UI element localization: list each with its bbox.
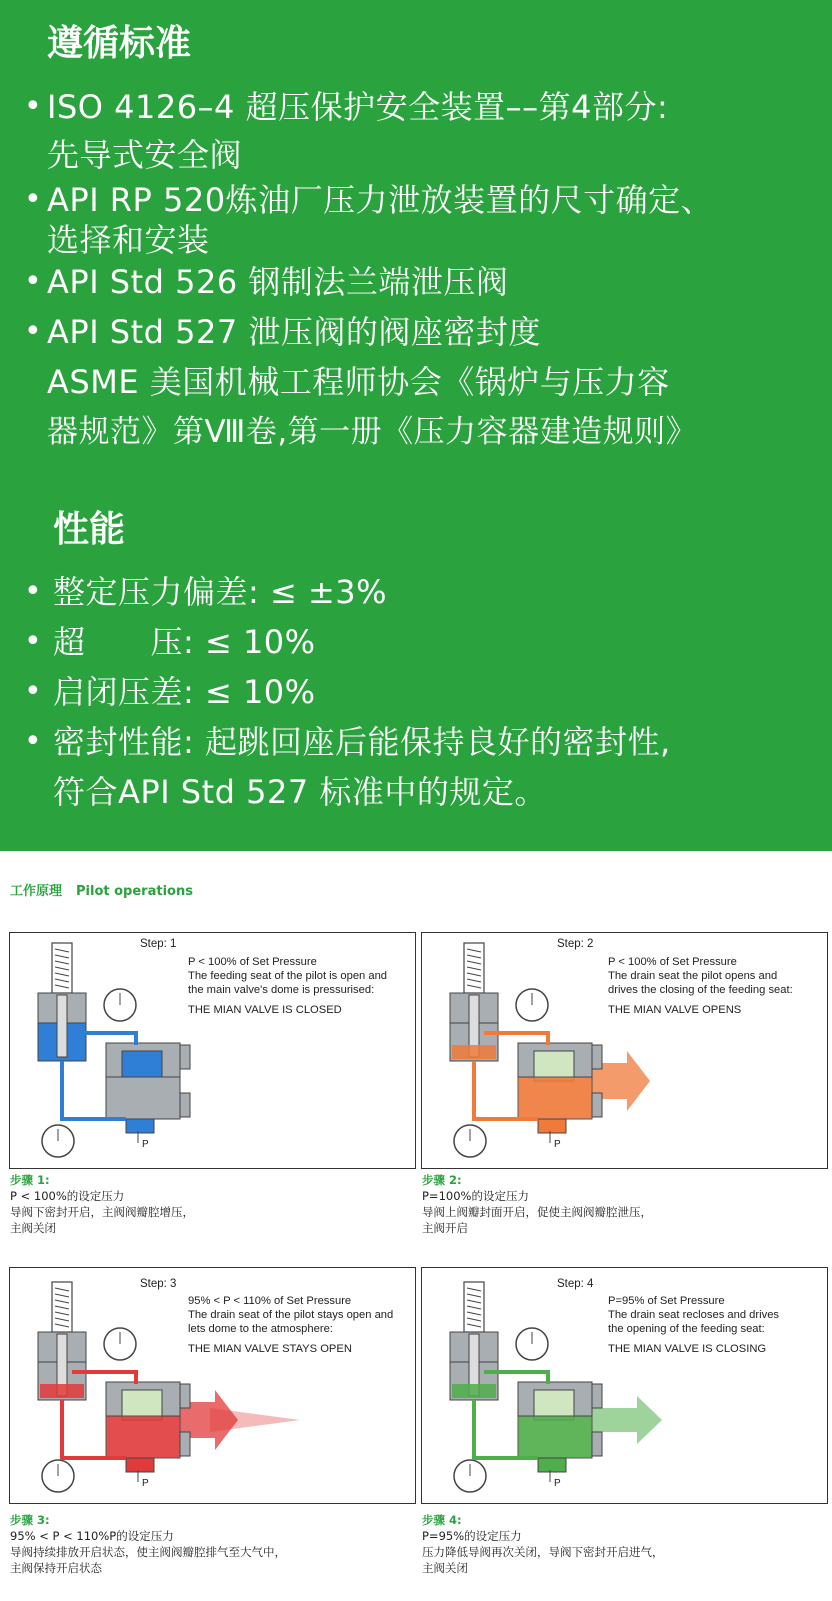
step-description (608, 1294, 828, 1356)
outlet-flange (592, 1432, 602, 1456)
bullet-icon: • (24, 182, 42, 217)
desc-line: The drain seat of the pilot stays open and (188, 1309, 394, 1321)
step-label: Step: 1 (140, 938, 177, 950)
performance-line: 符合API Std 527 标准中的规定。 (53, 773, 547, 811)
caption-line: 导阀下密封开启，主阀阀瓣腔增压， (10, 1205, 194, 1219)
step-panel-1 (9, 932, 416, 1169)
step-label: Step: 4 (557, 1278, 594, 1290)
valve-status: THE MIAN VALVE IS CLOSED (188, 1004, 342, 1016)
step-description (608, 955, 828, 1017)
outlet-flange (180, 1093, 190, 1117)
outlet-flange (592, 1384, 602, 1408)
outlet-flange (180, 1384, 190, 1408)
valve-status: THE MIAN VALVE OPENS (608, 1004, 742, 1016)
step-caption-4 (422, 1512, 827, 1576)
pressure-label: P (142, 1478, 149, 1489)
pressure-label: P (554, 1139, 561, 1150)
bullet-icon: • (24, 724, 42, 759)
operations-title (10, 880, 207, 899)
caption-title: 步骤 3: (10, 1513, 50, 1527)
pilot-chamber (452, 1045, 496, 1059)
operations-title-en: Pilot operations (76, 884, 193, 899)
bullet-icon: • (24, 89, 42, 124)
desc-line: 95% < P < 110% of Set Pressure (188, 1295, 352, 1307)
outlet-flange (592, 1045, 602, 1069)
caption-title: 步骤 2: (422, 1173, 462, 1187)
desc-line: P < 100% of Set Pressure (188, 956, 317, 968)
pressure-label: P (554, 1478, 561, 1489)
bullet-icon: • (24, 264, 42, 299)
step-panel-2 (421, 932, 828, 1169)
desc-line: P=95% of Set Pressure (608, 1295, 725, 1307)
caption-title: 步骤 1: (10, 1173, 50, 1187)
desc-line: P < 100% of Set Pressure (608, 956, 737, 968)
desc-line: The feeding seat of the pilot is open and (188, 970, 388, 982)
main-valve-inlet (126, 1119, 154, 1133)
step-label: Step: 3 (140, 1278, 177, 1290)
performance-line: 整定压力偏差: ≤ ±3% (53, 573, 388, 611)
standard-line: 选择和安装 (47, 221, 210, 259)
bullet-icon: • (24, 674, 42, 709)
performance-line: 超 压: ≤ 10% (53, 623, 316, 661)
bullet-icon: • (24, 624, 42, 659)
step-panel-4 (421, 1267, 828, 1504)
step-label: Step: 2 (557, 938, 594, 950)
main-valve-body (518, 1077, 592, 1119)
step-caption-2 (422, 1172, 827, 1236)
flow-arrow-tail (210, 1408, 300, 1432)
main-valve-body (518, 1416, 592, 1458)
valve-status: THE MIAN VALVE IS CLOSING (608, 1343, 767, 1355)
standards-heading: 遵循标准 (47, 23, 192, 64)
standard-line: API Std 526 钢制法兰端泄压阀 (47, 263, 509, 301)
desc-line: the main valve's dome is pressurised: (188, 984, 375, 996)
caption-line: 主阀保持开启状态 (10, 1561, 102, 1575)
valve-status: THE MIAN VALVE STAYS OPEN (188, 1343, 352, 1355)
pressure-label: P (142, 1139, 149, 1150)
main-valve-body (106, 1416, 180, 1458)
main-valve-inlet (538, 1458, 566, 1472)
outlet-flange (180, 1432, 190, 1456)
main-valve-body (106, 1077, 180, 1119)
standard-line: 先导式安全阀 (47, 136, 243, 174)
desc-line: The drain seat recloses and drives (608, 1309, 780, 1321)
caption-line: 主阀关闭 (10, 1221, 56, 1235)
caption-line: 压力降低导阀再次关闭，导阀下密封开启进气， (422, 1545, 664, 1559)
standard-line: 器规范》第Ⅷ卷,第一册《压力容器建造规则》 (47, 414, 698, 450)
standard-line: API RP 520炼油厂压力泄放装置的尺寸确定、 (47, 181, 714, 219)
caption-line: 导阀上阀瓣封面开启，促使主阀阀瓣腔泄压， (422, 1205, 652, 1219)
main-valve-inlet (538, 1119, 566, 1133)
step-description (188, 955, 413, 1017)
pilot-chamber (40, 1384, 84, 1398)
caption-line: 导阀持续排放开启状态，使主阀阀瓣腔排气至大气中， (10, 1545, 286, 1559)
operations-title-cn: 工作原理 (10, 884, 63, 899)
desc-line: The drain seat the pilot opens and (608, 970, 778, 982)
caption-line: 主阀关闭 (422, 1561, 468, 1575)
step-panel-3 (9, 1267, 416, 1504)
standard-line: ISO 4126–4 超压保护安全装置––第4部分: (47, 88, 669, 126)
standard-line: API Std 527 泄压阀的阀座密封度 (47, 313, 541, 351)
caption-line: P=95%的设定压力 (422, 1529, 522, 1543)
step-description (188, 1294, 413, 1356)
bullet-icon: • (24, 574, 42, 609)
main-valve-inlet (126, 1458, 154, 1472)
desc-line: drives the closing of the feeding seat: (608, 984, 793, 996)
step-caption-1 (10, 1172, 415, 1236)
desc-line: the opening of the feeding seat: (608, 1323, 765, 1335)
desc-line: lets dome to the atmosphere: (188, 1323, 333, 1335)
outlet-flange (180, 1045, 190, 1069)
performance-heading: 性能 (53, 509, 126, 550)
step-caption-3 (10, 1512, 415, 1576)
caption-title: 步骤 4: (422, 1513, 462, 1527)
pilot-chamber (452, 1384, 496, 1398)
caption-line: P < 100%的设定压力 (10, 1189, 125, 1203)
outlet-flange (592, 1093, 602, 1117)
caption-line: P=100%的设定压力 (422, 1189, 529, 1203)
standard-line: ASME 美国机械工程师协会《锅炉与压力容 (47, 363, 670, 401)
performance-line: 密封性能: 起跳回座后能保持良好的密封性, (53, 723, 671, 761)
performance-line: 启闭压差: ≤ 10% (53, 673, 316, 711)
caption-line: 95% < P < 110%P的设定压力 (10, 1529, 174, 1543)
bullet-icon: • (24, 314, 42, 349)
caption-line: 主阀开启 (422, 1221, 468, 1235)
pilot-stem (57, 995, 67, 1057)
